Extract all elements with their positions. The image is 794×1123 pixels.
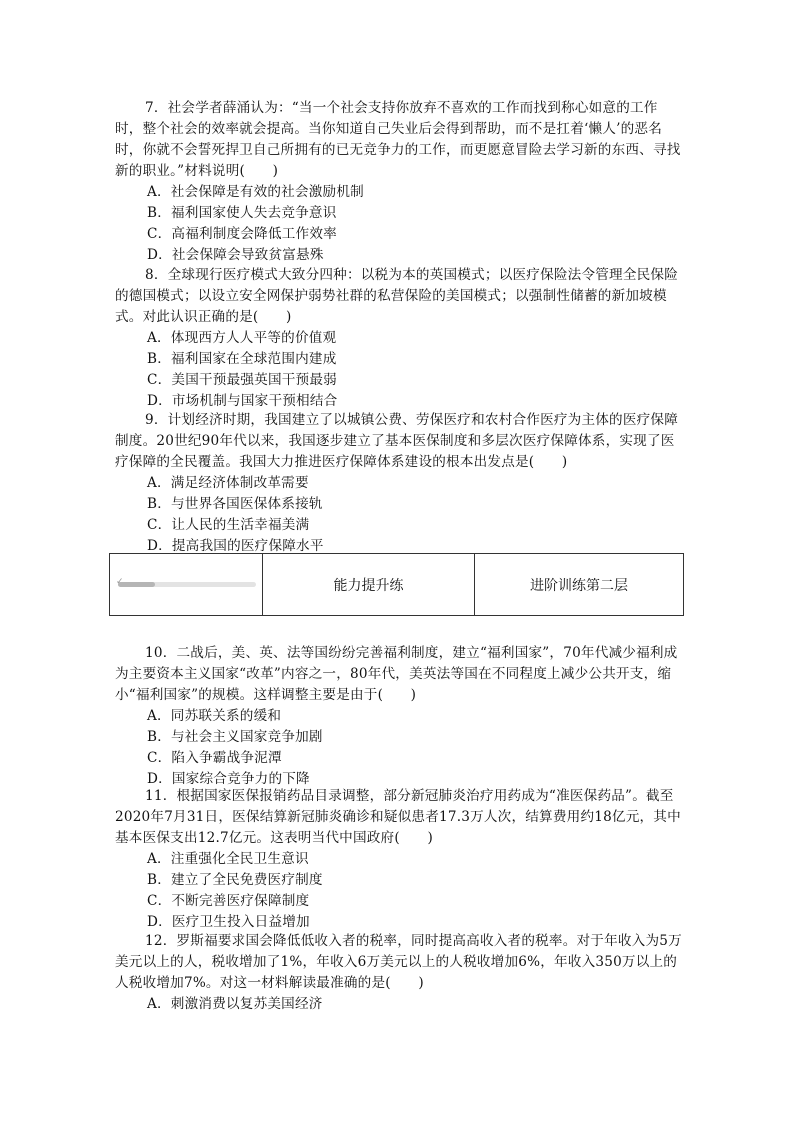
option-a[interactable]: A．同苏联关系的缓和 — [147, 708, 282, 724]
option-a[interactable]: A．刺激消费以复苏美国经济 — [147, 996, 323, 1012]
option-d[interactable]: D．医疗卫生投入日益增加 — [147, 914, 310, 930]
option-b[interactable]: B．与世界各国医保体系接轨 — [147, 496, 323, 512]
option-c[interactable]: C．美国干预最强英国干预最弱 — [147, 372, 337, 388]
question-8 — [115, 265, 685, 412]
option-b[interactable]: B．福利国家在全球范围内建成 — [147, 351, 337, 367]
option-a[interactable]: A．满足经济体制改革需要 — [147, 475, 309, 491]
question-11 — [115, 786, 685, 933]
question-stem: 7．社会学者薛涌认为：“当一个社会支持你放弃不喜欢的工作而找到称心如意的工作时，整个社会的效率就会提高。当你知道自己失业后会得到帮助，而不是扛着‘懒人’的恶名时，你就不会誓死捍卫自己所拥有的已无竞争力的工作，而更愿意冒险去学习新的东西、寻找新的职业。”材料说明( ) — [115, 100, 681, 179]
option-a[interactable]: A．体现西方人人平等的价值观 — [147, 330, 337, 346]
option-a[interactable]: A．注重强化全民卫生意识 — [147, 851, 309, 867]
option-d[interactable]: D．国家综合竞争力的下降 — [147, 771, 310, 787]
option-b[interactable]: B．建立了全民免费医疗制度 — [147, 872, 323, 888]
option-d[interactable]: D．社会保障会导致贫富悬殊 — [147, 247, 324, 263]
check-icon: ✓ — [116, 577, 124, 587]
option-c[interactable]: C．让人民的生活幸福美满 — [147, 517, 310, 533]
progress-cell — [110, 554, 263, 615]
level-label: 进阶训练第二层 — [530, 577, 628, 594]
option-d[interactable]: D．提高我国的医疗保障水平 — [147, 538, 324, 554]
option-a[interactable]: A．社会保障是有效的社会激励机制 — [147, 184, 364, 200]
option-d[interactable]: D．市场机制与国家干预相结合 — [147, 393, 338, 409]
section-banner — [109, 553, 684, 616]
option-c[interactable]: C．高福利制度会降低工作效率 — [147, 226, 337, 242]
option-c[interactable]: C．不断完善医疗保障制度 — [147, 893, 310, 909]
section-label: 能力提升练 — [263, 554, 475, 615]
option-c[interactable]: C．陷入争霸战争泥潭 — [147, 750, 282, 766]
progress-fill — [118, 582, 155, 587]
question-stem: 11．根据国家医保报销药品目录调整，部分新冠肺炎治疗用药成为“准医保药品”。截至2020年7月31日，医保结算新冠肺炎确诊和疑似患者17.3万人次，结算费用约18亿元，其中基本医保支出12.7亿元。这表明当代中国政府( ) — [115, 788, 681, 846]
question-stem: 8．全球现行医疗模式大致分四种：以税为本的英国模式；以医疗保险法令管理全民保险的德国模式；以设立安全网保护弱势社群的私营保险的美国模式；以强制性储蓄的新加坡模式。对此认识正确的是( ) — [115, 267, 679, 325]
question-10 — [115, 643, 685, 790]
option-b[interactable]: B．与社会主义国家竞争加剧 — [147, 729, 323, 745]
question-9 — [115, 410, 685, 557]
question-stem: 9．计划经济时期，我国建立了以城镇公费、劳保医疗和农村合作医疗为主体的医疗保障制度。20世纪90年代以来，我国逐步建立了基本医保制度和多层次医疗保障体系，实现了医疗保障的全民覆盖。我国大力推进医疗保障体系建设的根本出发点是( ) — [115, 412, 679, 470]
question-12 — [115, 931, 685, 1015]
question-stem: 12．罗斯福要求国会降低低收入者的税率，同时提高高收入者的税率。对于年收入为5万美元以上的人，税收增加了1%，年收入6万美元以上的人税收增加6%，年收入350万以上的人税收增加7%。对这一材料解读最准确的是( ) — [115, 933, 682, 991]
question-7 — [115, 98, 685, 266]
progress-bar — [116, 577, 256, 587]
question-stem: 10．二战后，美、英、法等国纷纷完善福利制度，建立“福利国家”，70年代减少福利成为主要资本主义国家“改革”内容之一，80年代，美英法等国在不同程度上减少公共开支，缩小“福利国家”的规模。这样调整主要是由于( ) — [115, 645, 678, 703]
option-b[interactable]: B．福利国家使人失去竞争意识 — [147, 205, 337, 221]
